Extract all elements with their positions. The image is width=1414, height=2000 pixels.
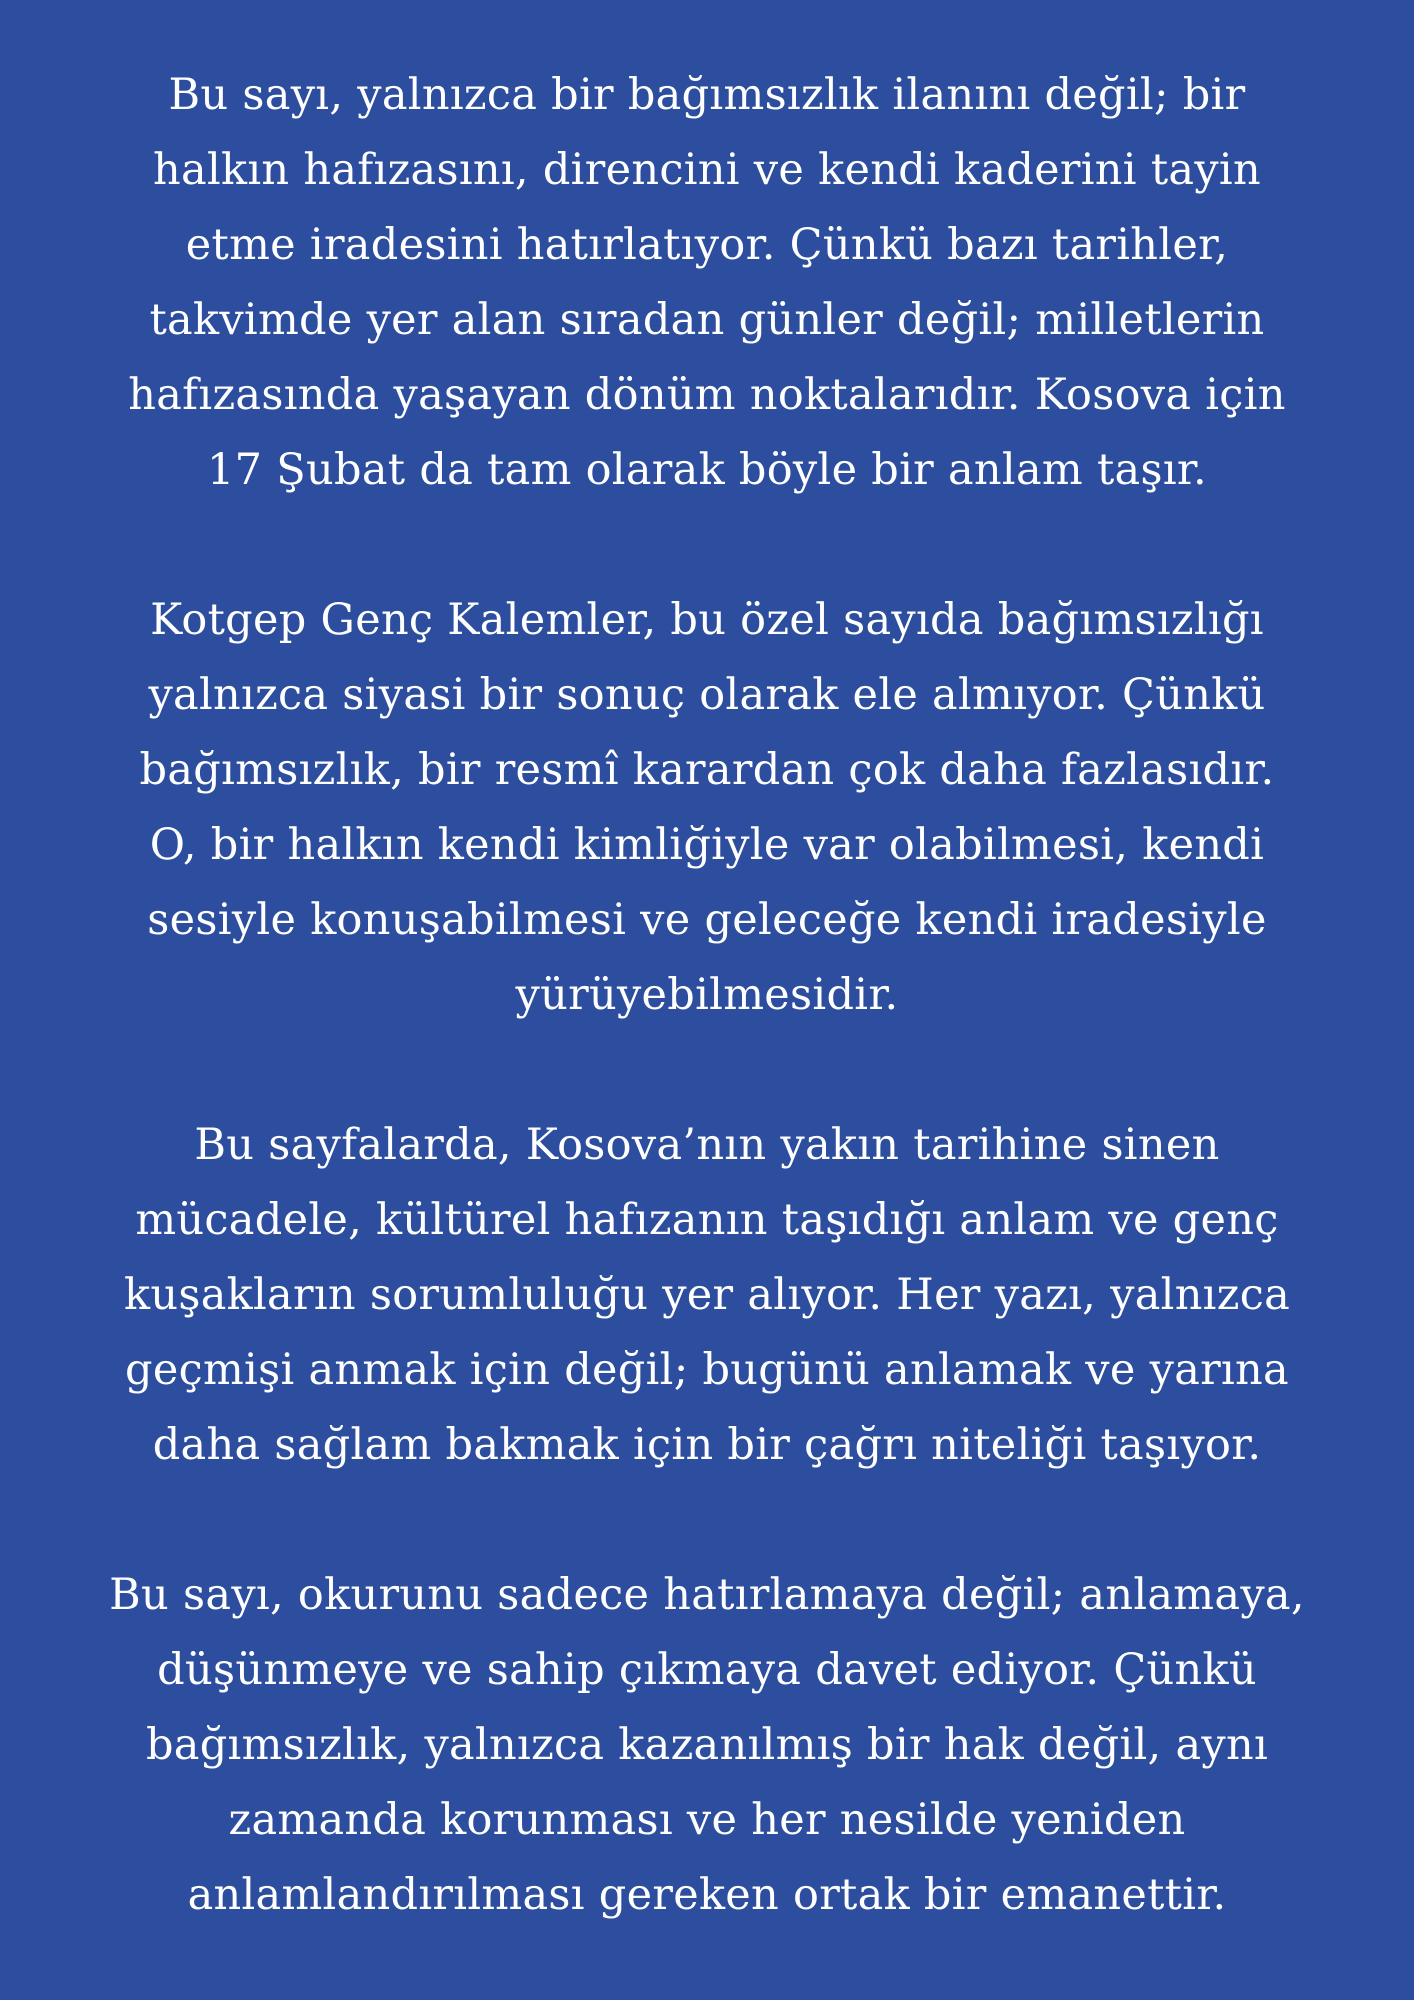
text-line: Bu sayı, yalnızca bir bağımsızlık ilanını değil; bir (168, 70, 1246, 120)
text-line: bağımsızlık, bir resmî karardan çok daha fazlasıdır. (139, 745, 1275, 795)
paragraph-1 (60, 58, 1354, 508)
text-line: halkın hafızasını, direncini ve kendi kaderini tayin (153, 145, 1261, 195)
text-line: takvimde yer alan sıradan günler değil; milletlerin (149, 295, 1265, 345)
text-line: etme iradesini hatırlatıyor. Çünkü bazı tarihler, (185, 220, 1229, 270)
text-line: düşünmeye ve sahip çıkmaya davet ediyor. Çünkü (157, 1645, 1257, 1695)
text-line: anlamlandırılması gereken ortak bir emanettir. (187, 1870, 1227, 1920)
text-line: yalnızca siyasi bir sonuç olarak ele almıyor. Çünkü (148, 670, 1266, 720)
text-line: bağımsızlık, yalnızca kazanılmış bir hak değil, aynı (145, 1720, 1269, 1770)
text-line: zamanda korunması ve her nesilde yeniden (228, 1795, 1186, 1845)
text-line: Bu sayı, okurunu sadece hatırlamaya değil; anlamaya, (109, 1570, 1305, 1620)
text-line: kuşakların sorumluluğu yer alıyor. Her yazı, yalnızca (123, 1270, 1291, 1320)
text-line: Kotgep Genç Kalemler, bu özel sayıda bağımsızlığı (150, 595, 1264, 645)
text-line: 17 Şubat da tam olarak böyle bir anlam taşır. (206, 445, 1207, 495)
text-line: mücadele, kültürel hafızanın taşıdığı anlam ve genç (135, 1195, 1279, 1245)
text-line: geçmişi anmak için değil; bugünü anlamak ve yarına (125, 1345, 1289, 1395)
paragraph-3 (60, 1108, 1354, 1483)
text-line: hafızasında yaşayan dönüm noktalarıdır. Kosova için (128, 370, 1286, 420)
text-line: Bu sayfalarda, Kosova’nın yakın tarihine sinen (194, 1120, 1220, 1170)
text-line: yürüyebilmesidir. (515, 970, 899, 1020)
text-line: daha sağlam bakmak için bir çağrı niteliği taşıyor. (152, 1420, 1262, 1470)
paragraph-4 (60, 1558, 1354, 1933)
text-line: O, bir halkın kendi kimliğiyle var olabilmesi, kendi (149, 820, 1265, 870)
text-line: sesiyle konuşabilmesi ve geleceğe kendi iradesiyle (147, 895, 1267, 945)
paragraph-2 (60, 583, 1354, 1033)
